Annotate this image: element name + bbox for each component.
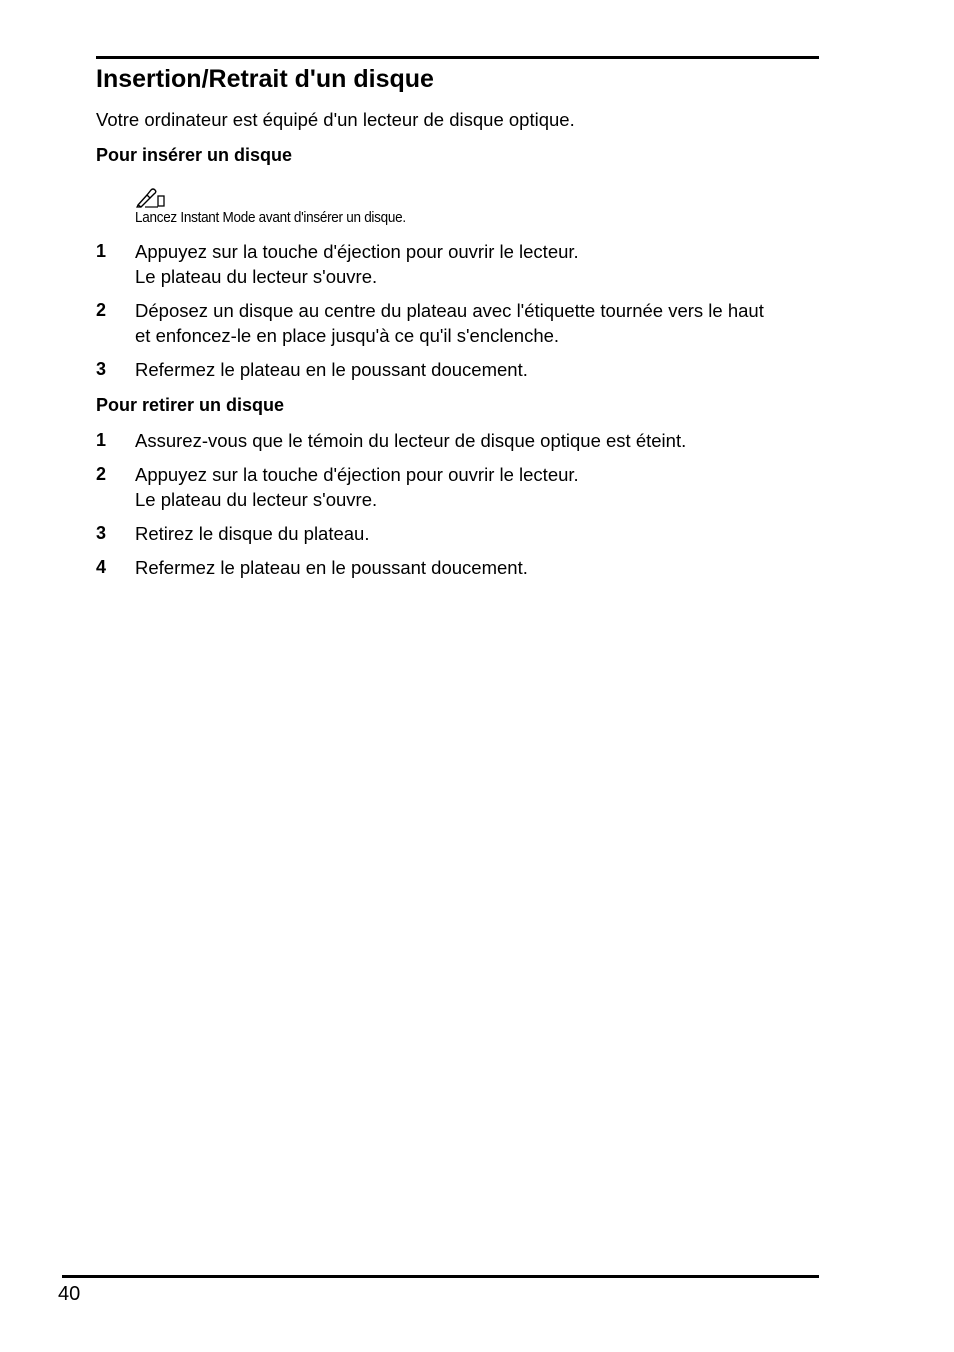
step-line: Déposez un disque au centre du plateau avec l'étiquette tournée vers le haut [135, 300, 764, 321]
page-title: Insertion/Retrait d'un disque [96, 65, 434, 93]
step-text [135, 357, 825, 382]
step-line: Refermez le plateau en le poussant doucement. [135, 557, 528, 578]
step-text [135, 428, 825, 453]
remove-section-heading: Pour retirer un disque [96, 395, 285, 415]
step-text [135, 239, 825, 289]
page-number: 40 [58, 1283, 81, 1305]
step-line: Retirez le disque du plateau. [135, 523, 370, 544]
step-line: Assurez-vous que le témoin du lecteur de disque optique est éteint. [135, 430, 687, 451]
step-number: 2 [96, 300, 107, 320]
step-number: 4 [96, 557, 107, 577]
step-text [135, 298, 825, 348]
step-text [135, 521, 825, 546]
step-line: et enfoncez-le en place jusqu'à ce qu'il s'enclenche. [135, 325, 560, 346]
step-line: Le plateau du lecteur s'ouvre. [135, 266, 378, 287]
step-line: Appuyez sur la touche d'éjection pour ouvrir le lecteur. [135, 464, 579, 485]
step-number: 1 [96, 430, 107, 450]
step-number: 3 [96, 523, 107, 543]
step-line: Appuyez sur la touche d'éjection pour ouvrir le lecteur. [135, 241, 579, 262]
insert-section-heading: Pour insérer un disque [96, 145, 293, 165]
step-text [135, 462, 825, 512]
step-line: Refermez le plateau en le poussant doucement. [135, 359, 528, 380]
step-text [135, 555, 825, 580]
pencil-note-icon [136, 186, 166, 208]
step-number: 3 [96, 359, 107, 379]
intro-text: Votre ordinateur est équipé d'un lecteur de disque optique. [96, 109, 575, 130]
step-line: Le plateau du lecteur s'ouvre. [135, 489, 378, 510]
footer-rule [62, 1275, 819, 1278]
note-text: Lancez Instant Mode avant d'insérer un disque. [135, 209, 406, 226]
step-number: 2 [96, 464, 107, 484]
header-rule [96, 56, 819, 59]
step-number: 1 [96, 241, 107, 261]
